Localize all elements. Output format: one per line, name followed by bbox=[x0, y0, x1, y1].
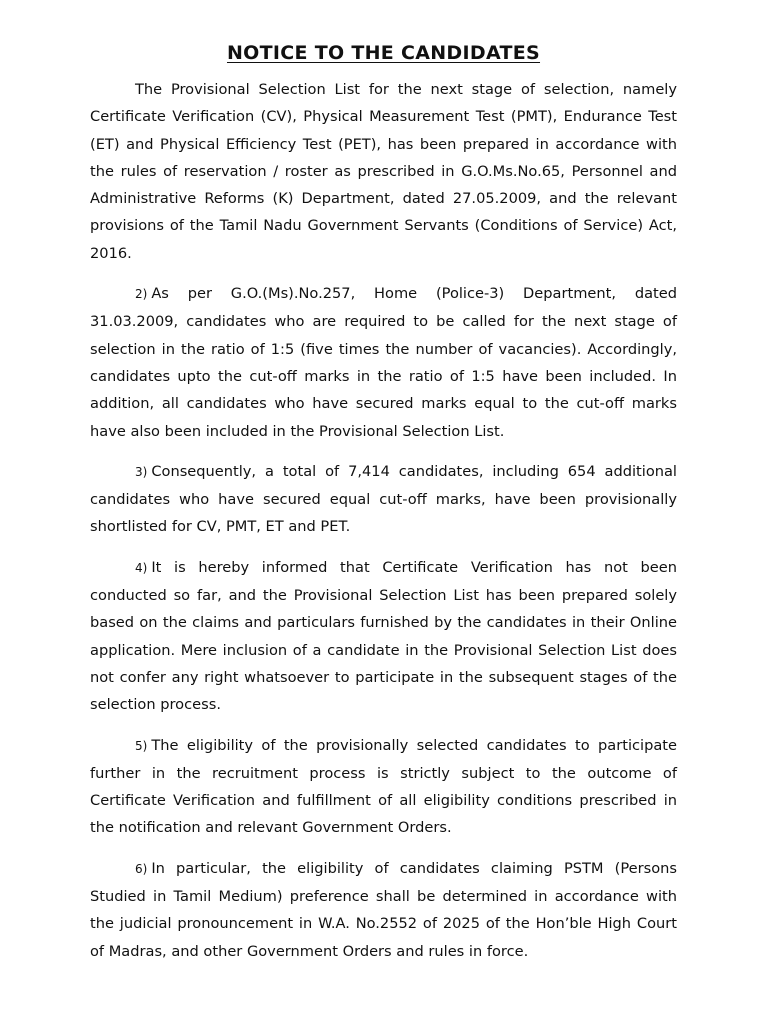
paragraph-number: 3) bbox=[135, 464, 148, 479]
paragraph-text: It is hereby informed that Certificate Verification has not been conducted so far, and the Provisional Selection List has been prepared solely based on the claims and particulars furnished by the candidates in their Online application. Mere inclusion of a candidate in the Provisional Selection List does not confer any right whatsoever to participate in the subsequent stages of the selection process. bbox=[90, 558, 677, 714]
paragraph-2 bbox=[90, 280, 677, 445]
paragraph-text: As per G.O.(Ms).No.257, Home (Police-3) Department, dated 31.03.2009, candidates who are required to be called for the next stage of selection in the ratio of 1:5 (five times the number of vacancies). Accordingly, candidates upto the cut-off marks in the ratio of 1:5 have been included. In addition, all candidates who have secured marks equal to the cut-off marks have also been included in the Provisional Selection List. bbox=[90, 285, 677, 440]
paragraph-text: In particular, the eligibility of candidates claiming PSTM (Persons Studied in Tamil Medium) preference shall be determined in accordance with the judicial pronouncement in W.A. No.2552 of 2025 of the Hon’ble High Court of Madras, and other Government Orders and rules in force. bbox=[90, 859, 677, 960]
page-title: NOTICE TO THE CANDIDATES bbox=[226, 42, 541, 64]
paragraph-number: 5) bbox=[135, 738, 148, 753]
paragraph-5 bbox=[90, 732, 677, 842]
paragraph-text: Consequently, a total of 7,414 candidates, including 654 additional candidates who have secured equal cut-off marks, have been provisionally shortlisted for CV, PMT, ET and PET. bbox=[90, 462, 677, 536]
paragraph-number: 4) bbox=[135, 560, 148, 575]
paragraph-number: 6) bbox=[135, 861, 148, 876]
paragraph-text: The Provisional Selection List for the next stage of selection, namely Certificate Verification (CV), Physical Measurement Test (PMT), Endurance Test (ET) and Physical Efficiency Test (PET), has been prepared in accordance with the rules of reservation / roster as prescribed in G.O.Ms.No.65, Personnel and Administrative Reforms (K) Department, dated 27.05.2009, and the relevant provisions of the Tamil Nadu Government Servants (Conditions of Service) Act, 2016. bbox=[90, 81, 677, 262]
paragraph-3 bbox=[90, 458, 677, 541]
paragraph-text: The eligibility of the provisionally selected candidates to participate further in the recruitment process is strictly subject to the outcome of Certificate Verification and fulfillment of all eligibility conditions prescribed in the notification and relevant Government Orders. bbox=[90, 736, 677, 837]
paragraph-number: 2) bbox=[135, 287, 148, 302]
paragraph-1 bbox=[90, 76, 677, 267]
paragraph-4 bbox=[90, 554, 677, 719]
paragraph-6 bbox=[90, 855, 677, 965]
